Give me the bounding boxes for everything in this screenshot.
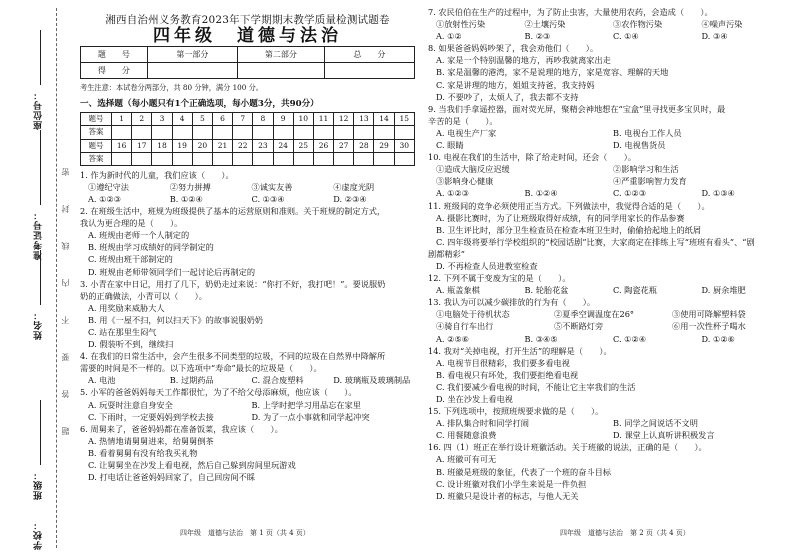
option-row [80, 181, 415, 193]
answer-grid-cell: 答案 [81, 152, 112, 165]
answer-option: ③农作物污染 [613, 19, 663, 30]
answer-option: D. 假装听不到，继续扫 [88, 339, 174, 350]
answer-grid-cell: 17 [132, 139, 152, 152]
answer-option: ③影响身心健康 [436, 176, 494, 187]
answer-option: A. 电视节目很精彩，我们要多看电视 [436, 357, 570, 368]
option-row [428, 139, 790, 151]
answer-grid-cell: 22 [233, 139, 253, 152]
answer-option: C. 下雨时，一定要妈妈到学校去接 [88, 411, 214, 422]
question-line: 我认为更合理的是（ ）。 [80, 218, 183, 229]
section-title: 一、选择题（每小题只有1个正确选项，每小题3分，共90分） [80, 99, 319, 110]
option-row [80, 399, 415, 411]
answer-grid-cell: 11 [313, 113, 333, 126]
answer-grid-cell: 5 [192, 113, 212, 126]
answer-option: B. 看着舅舅有没有给我买礼物 [88, 447, 198, 458]
question-line: 剧都精彩” [428, 248, 465, 259]
answer-grid-cell: 25 [293, 139, 313, 152]
option-row [428, 308, 790, 320]
answer-option: ③使用可降解塑料袋 [672, 309, 746, 320]
answer-cell[interactable] [273, 126, 293, 139]
right-questions [428, 6, 790, 502]
answer-grid-cell: 答案 [81, 126, 112, 139]
answer-cell[interactable] [253, 152, 273, 165]
option-row [80, 374, 415, 386]
answer-option: A. ②⑤⑥ [436, 333, 470, 344]
answer-grid-cell: 24 [273, 139, 293, 152]
option-row [428, 320, 790, 332]
score-table-cell: 总 分 [324, 47, 414, 63]
answer-option: D. 课堂上认真听讲积极发言 [613, 430, 715, 441]
answer-option: C. 让舅舅坐在沙发上看电视，然后自己躲到房间里玩游戏 [88, 460, 296, 470]
answer-grid-cell: 23 [253, 139, 273, 152]
answer-cell[interactable] [212, 126, 232, 139]
answer-option: D. ③④ [701, 31, 728, 42]
option-row [428, 333, 790, 345]
answer-cell[interactable] [212, 152, 232, 165]
question-stem: 16. 四（1）班正在举行设计班徽活动。关于班徽的说法，正确的是（ ）。 [428, 442, 707, 453]
option-row [428, 429, 790, 441]
answer-cell[interactable] [394, 152, 414, 165]
answer-cell[interactable] [192, 152, 212, 165]
answer-grid-cell: 9 [273, 113, 293, 126]
answer-option: D. 班规由老师带领同学们一起讨论后再制定的 [88, 266, 256, 277]
answer-grid-cell: 12 [334, 113, 354, 126]
answer-option: B. 家是温馨的港湾，家不是说理的地方，家是宽容、理解的天地 [436, 67, 669, 78]
answer-option: A. 用奖励来威胁大人 [88, 302, 165, 313]
left-column [80, 6, 415, 483]
answer-option: A. 班规由老师一个人制定的 [88, 230, 190, 241]
question-stem: 15. 下列选项中，按照班规要求做的是（ ）。 [428, 406, 604, 417]
answer-option: ②土壤污染 [524, 19, 566, 30]
question-line: 奶的正确做法，小青可以（ ）。 [80, 290, 207, 301]
question-stem: 7. 农民伯伯在生产的过程中，为了防止虫害，大量使用农药，会造成（ ）。 [428, 7, 713, 17]
exam-title: 湘西自治州义务教育2023年下学期期末教学质量检测试题卷 [105, 14, 390, 26]
answer-option: D. ①②⑥ [701, 333, 735, 344]
answer-grid [80, 112, 415, 165]
answer-grid-cell: 13 [354, 113, 374, 126]
answer-option: D. ①③④ [701, 188, 735, 199]
answer-grid-cell: 18 [152, 139, 172, 152]
answer-option: A. 热情地请舅舅进来，给舅舅倒茶 [88, 435, 214, 446]
question-stem: 4. 在我们的日常生活中，会产生很多不同类型的垃圾，不同的垃圾在自然界中降解所 [80, 351, 386, 362]
answer-option: A. 电视生产厂家 [436, 127, 497, 138]
answer-option: D. 不再检查人员进教室检查 [436, 260, 538, 271]
answer-cell[interactable] [112, 126, 132, 139]
answer-option: D. 玻璃瓶及玻璃制品 [333, 375, 411, 386]
answer-grid-cell: 19 [172, 139, 192, 152]
seal-word: 要 [61, 353, 70, 361]
school-label: 学校： [34, 520, 44, 550]
option-row [428, 163, 790, 175]
question-line: 需要的时间是不一样的。以下选项中“寿命”最长的垃圾是（ ）。 [80, 363, 322, 374]
question-stem: 10. 电视在我们的生活中，除了给走时间，还会（ ）。 [428, 152, 637, 163]
answer-option: D. 厨余堆肥 [701, 285, 746, 296]
answer-option: ⑥用一次性杯子喝水 [672, 321, 746, 332]
answer-option: C. 站在那里生闷气 [88, 326, 157, 337]
answer-option: B. 同学之间说话不文明 [613, 418, 698, 429]
question-stem: 5. 小军的爸爸妈妈每天工作都很忙，为了不给父母添麻烦，他应该（ ）。 [80, 387, 357, 398]
answer-grid-cell: 16 [112, 139, 132, 152]
question-stem: 11. 班级间的竞争必须使用正当方式。下列做法中，我觉得合适的是（ ）。 [428, 200, 710, 211]
answer-cell[interactable] [152, 126, 172, 139]
question-stem: 1. 作为新时代的儿童，我们应该（ ）。 [80, 169, 234, 180]
answer-grid-cell: 21 [212, 139, 232, 152]
class-label: 班级： [34, 470, 44, 500]
answer-option: ⑤不断路灯旁 [554, 321, 604, 332]
answer-cell[interactable] [334, 152, 354, 165]
answer-cell[interactable] [132, 152, 152, 165]
question-stem: 8. 如果爸爸妈妈吵架了，我会劝他们（ ）。 [428, 43, 599, 54]
answer-cell[interactable] [233, 152, 253, 165]
answer-option: A. 班徽可有可无 [436, 454, 497, 465]
answer-option: ②夏季空调温度在26° [554, 309, 635, 320]
answer-grid-cell: 27 [334, 139, 354, 152]
answer-option: B. 看电视只有坏处，我们要拒绝看电视 [436, 369, 579, 380]
answer-option: B. 班徽是班级的象征，代表了一个班的奋斗目标 [436, 466, 611, 477]
answer-option: C. ①③④ [251, 193, 285, 204]
answer-option: ④严重影响智力发育 [613, 176, 687, 187]
answer-option: A. 排队集合时和同学打闹 [436, 418, 529, 429]
answer-grid-cell: 30 [394, 139, 414, 152]
answer-grid-cell: 2 [132, 113, 152, 126]
answer-option: B. ①②④ [169, 193, 203, 204]
class-line [40, 400, 41, 465]
question-stem: 2. 在班级生活中，班规为班级提供了基本的运营原则和准则。关于班规的制定方式， [80, 206, 386, 217]
answer-option: D. ②③④ [333, 193, 367, 204]
question-stem: 3. 小青在家中日记，用打了几下，奶奶走过来说：“你打不好，我打吧！”。要说服奶 [80, 278, 386, 289]
answer-option: D. 电视售货员 [613, 140, 666, 151]
answer-option: C. 我们要减少看电视的时间，不能让它主宰我们的生活 [436, 381, 636, 392]
seal-word: 答 [61, 390, 70, 398]
option-row [428, 18, 790, 30]
answer-cell[interactable] [192, 126, 212, 139]
answer-option: B. ③④⑤ [524, 333, 558, 344]
answer-option: D. 不要吵了，太烦人了，我去都不支持 [436, 91, 579, 102]
score-table-cell: 第二部分 [237, 47, 324, 63]
answer-cell[interactable] [374, 126, 394, 139]
score-table [80, 46, 415, 79]
answer-grid-cell: 14 [374, 113, 394, 126]
answer-grid-cell: 20 [192, 139, 212, 152]
answer-option: ④虚度光阴 [333, 181, 375, 192]
answer-option: ①遵纪守法 [88, 181, 129, 192]
question-line: 辛苦的是（ ）。 [428, 115, 498, 126]
answer-cell[interactable] [132, 126, 152, 139]
answer-cell[interactable] [394, 126, 414, 139]
seal-word: 内 [61, 279, 70, 287]
answer-option: C. 用餐随意浪费 [436, 430, 497, 441]
option-row [80, 411, 415, 423]
left-questions [80, 169, 415, 483]
seal-word: 密 [61, 168, 70, 176]
answer-cell[interactable] [293, 126, 313, 139]
score-table-cell: 第一部分 [147, 47, 237, 63]
answer-option: ①电脑处于待机状态 [436, 309, 510, 320]
score-input-cell[interactable] [324, 63, 414, 79]
answer-cell[interactable] [354, 152, 374, 165]
answer-grid-cell: 题号 [81, 139, 112, 152]
answer-option: B. 用《一屋不扫，何以扫天下》的故事说服奶奶 [88, 314, 263, 325]
answer-cell[interactable] [172, 152, 192, 165]
answer-option: B. ②③ [524, 31, 551, 42]
seal-word: 线 [61, 242, 70, 250]
answer-option: D. 打电话让爸爸妈妈回家了，自己回房间不睬 [88, 472, 256, 483]
answer-option: B. 班规由学习成绩好的同学制定的 [88, 242, 214, 253]
answer-grid-cell: 10 [293, 113, 313, 126]
answer-option: A. 家是一个特别温馨的地方，再吵我就离家出走 [436, 55, 611, 66]
answer-option: C. 陶瓷花瓶 [613, 285, 657, 296]
answer-cell[interactable] [253, 126, 273, 139]
answer-grid-cell: 8 [253, 113, 273, 126]
option-row [428, 127, 790, 139]
answer-option: C. 班规由班干部制定的 [88, 254, 173, 265]
answer-option: ②影响学习和生活 [613, 164, 679, 175]
answer-cell[interactable] [273, 152, 293, 165]
page-footer-right: 四年级 道德与法治 第 2 页（共 4 页） [560, 529, 690, 537]
answer-cell[interactable] [334, 126, 354, 139]
seat-line [40, 30, 41, 85]
question-stem: 13. 我认为可以减少碳排放的行为有（ ）。 [428, 297, 596, 308]
answer-cell[interactable] [313, 126, 333, 139]
answer-grid-cell: 3 [152, 113, 172, 126]
binding-strip [0, 0, 70, 553]
answer-cell[interactable] [172, 126, 192, 139]
answer-grid-cell: 4 [172, 113, 192, 126]
score-input-cell[interactable] [237, 63, 324, 79]
answer-cell[interactable] [313, 152, 333, 165]
option-row [80, 193, 415, 205]
seal-dashed-line [56, 8, 57, 548]
answer-grid-cell: 29 [374, 139, 394, 152]
answer-cell[interactable] [233, 126, 253, 139]
answer-grid-cell: 28 [354, 139, 374, 152]
answer-cell[interactable] [112, 152, 132, 165]
question-stem: 6. 周舅来了，爸爸妈妈都在准备饭菜，我应该（ ）。 [80, 423, 283, 434]
answer-option: D. 为了一点小事就和同学起冲突 [251, 411, 370, 422]
answer-grid-cell: 7 [233, 113, 253, 126]
answer-option: B. 轮胎花盆 [524, 285, 569, 296]
answer-grid-cell: 6 [212, 113, 232, 126]
answer-option: C. ①②③ [613, 188, 647, 199]
exam-note: 考生注意：本试卷分两部分，共 80 分钟，满分 100 分。 [80, 83, 263, 93]
answer-option: C. 家是讲理的地方，姐姐支持爸，我支持妈 [436, 79, 595, 90]
option-row [428, 284, 790, 296]
question-stem: 9. 当我们手拿遥控器，面对荧光屏，聚精会神地想在“宝盒”里寻找更多宝贝时，最 [428, 103, 726, 114]
answer-grid-cell: 26 [313, 139, 333, 152]
answer-option: ①造成大脑反应迟缓 [436, 164, 510, 175]
answer-option: B. 卫生评比时，部分卫生检查员在检查本班卫生时，偷偷拾起地上的纸屑 [436, 224, 702, 235]
answer-option: C. 眼睛 [436, 140, 464, 151]
page-footer-left: 四年级 道德与法治 第 1 页（共 4 页） [180, 529, 310, 537]
answer-option: A. 电池 [88, 375, 116, 386]
exam-no-line [40, 130, 41, 205]
question-stem: 14. 我对“关掉电视，打开生活”的理解是（ ）。 [428, 345, 612, 356]
score-input-cell[interactable] [147, 63, 237, 79]
name-label: 姓名： [34, 310, 44, 340]
answer-option: ④骑自行车出行 [436, 321, 494, 332]
answer-grid-cell: 15 [394, 113, 414, 126]
seal-word: 不 [61, 316, 70, 324]
answer-grid-cell: 1 [112, 113, 132, 126]
option-row [428, 30, 790, 42]
seat-label: 座位号： [34, 90, 44, 130]
answer-option: ①放射性污染 [436, 19, 486, 30]
answer-option: A. 瓶盖象棋 [436, 285, 480, 296]
answer-option: C. ①②④ [613, 333, 647, 344]
answer-option: D. 坐在沙发上看电视 [436, 394, 513, 404]
answer-option: A. 摄影比赛时，为了让班级取得好成绩，有的同学用家长的作品参赛 [436, 212, 685, 223]
answer-cell[interactable] [354, 126, 374, 139]
answer-option: C. 设计班徽对我们小学生来说是一件负担 [436, 478, 587, 489]
answer-option: B. 过期药品 [169, 375, 214, 386]
answer-option: C. ①④ [613, 31, 639, 42]
answer-option: B. ①②④ [524, 188, 558, 199]
answer-option: ②努力拼搏 [169, 181, 211, 192]
option-row [428, 175, 790, 187]
answer-option: C. 四年级将要举行学校组织的“校园话剧”比赛，大家商定在排练上写“班班有看头”、“剧 [436, 236, 755, 247]
answer-grid-cell: 题号 [81, 113, 112, 126]
answer-option: A. 玩耍时注意自身安全 [88, 399, 173, 410]
answer-option: D. 班徽只是设计者的标志，与他人无关 [436, 490, 579, 501]
answer-cell[interactable] [293, 152, 313, 165]
score-table-cell: 得 分 [81, 63, 148, 79]
answer-option: A. ①② [436, 31, 462, 42]
answer-option: ③诚实友善 [251, 181, 293, 192]
seal-word: 题 [61, 427, 70, 435]
answer-option: A. ①②③ [88, 193, 122, 204]
answer-option: C. 混合废塑料 [251, 375, 304, 386]
answer-option: ④噪声污染 [701, 19, 743, 30]
answer-option: B. 电视台工作人员 [613, 127, 682, 138]
name-line [40, 250, 41, 305]
answer-option: A. ①②③ [436, 188, 470, 199]
answer-option: B. 上学时把学习用品忘在家里 [251, 399, 361, 410]
question-stem: 12. 下列不属于变废为宝的是（ ）。 [428, 273, 571, 284]
exam-no-label: 准考证号： [34, 210, 44, 260]
subject-title: 四年级 道德与法治 [153, 26, 342, 47]
answer-cell[interactable] [152, 152, 172, 165]
answer-cell[interactable] [374, 152, 394, 165]
right-column [428, 6, 790, 502]
score-table-cell: 题 号 [81, 47, 148, 63]
seal-word: 封 [61, 205, 70, 213]
option-row [428, 417, 790, 429]
option-row [428, 187, 790, 199]
